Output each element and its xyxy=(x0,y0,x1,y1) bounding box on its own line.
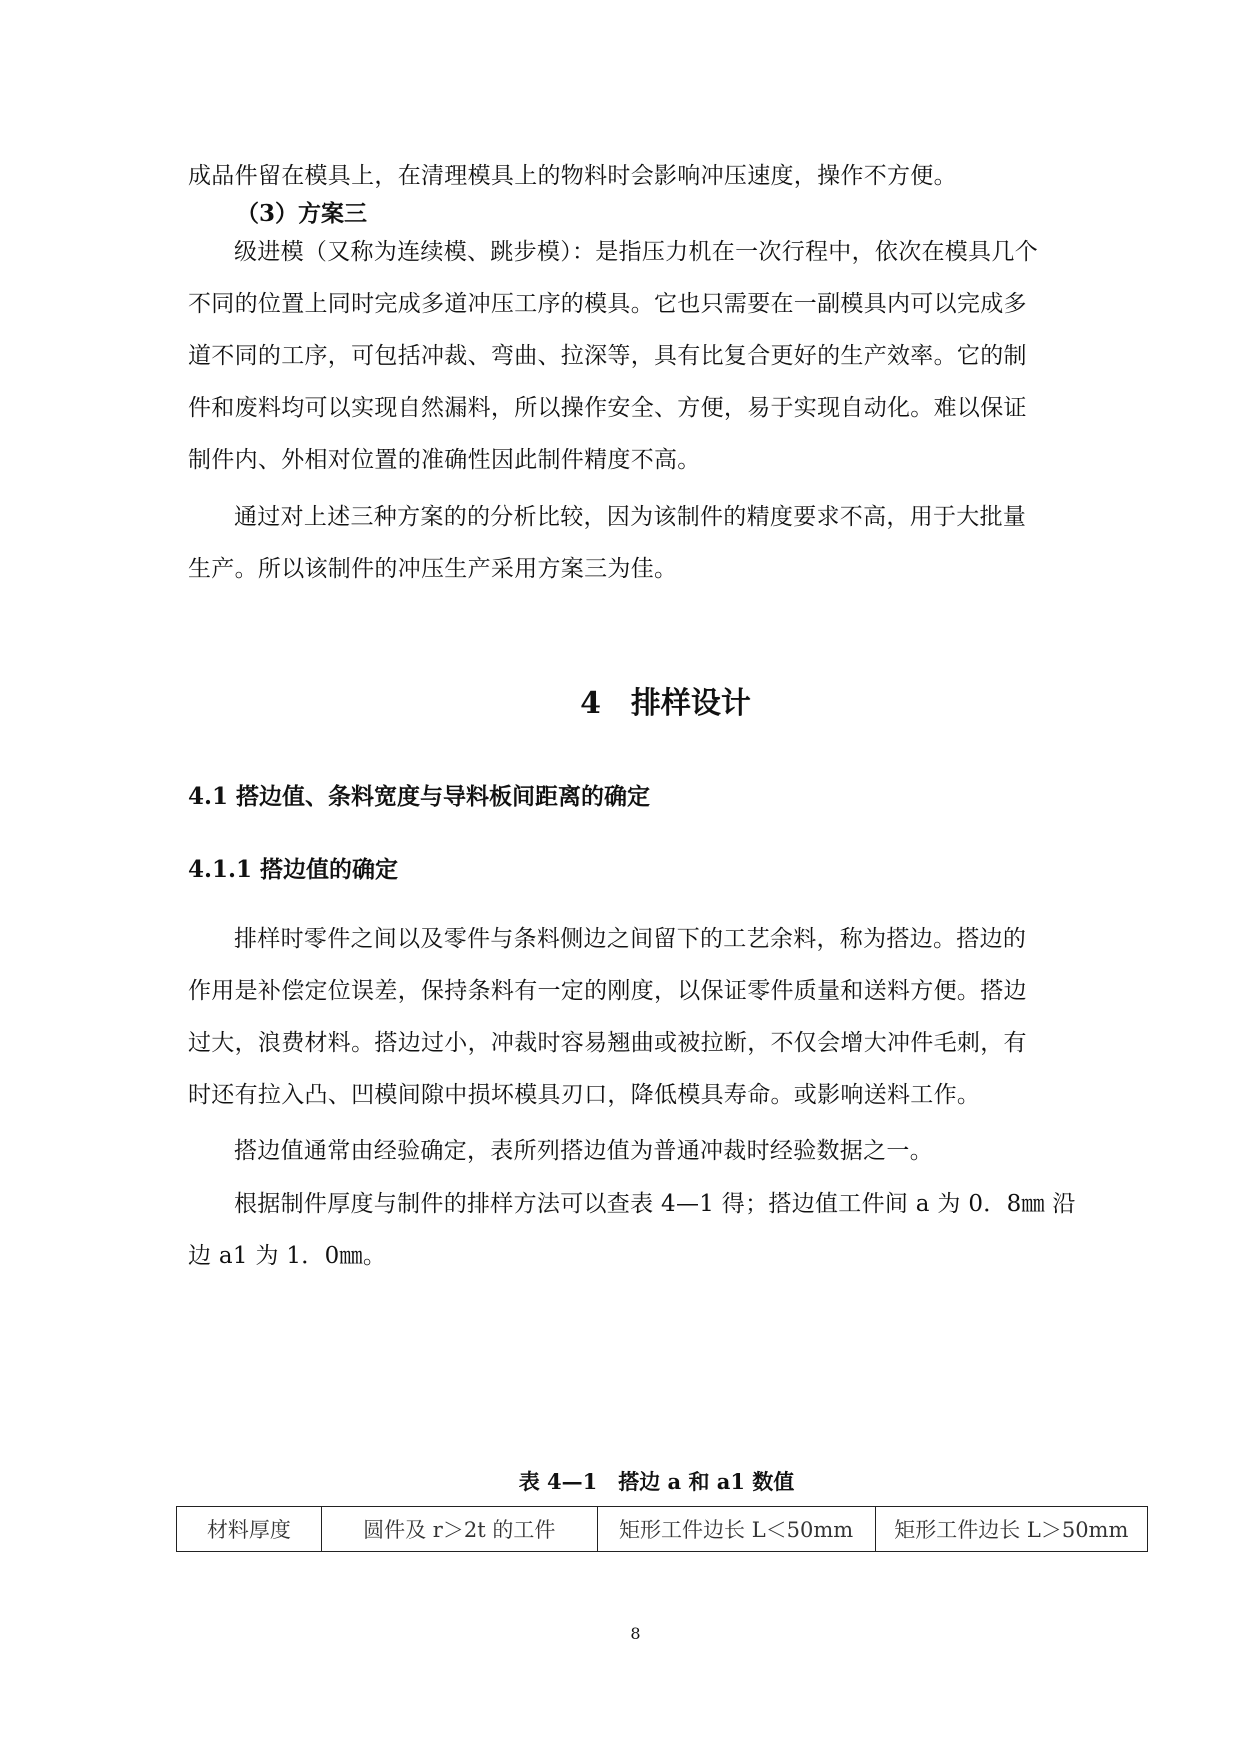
text-line: 不同的位置上同时完成多道冲压工序的模具。它也只需要在一副模具内可以完成多 xyxy=(188,291,1027,317)
option-three-heading: （3）方案三 xyxy=(236,200,368,227)
header-cell-thickness: 材料厚度 xyxy=(177,1507,322,1552)
text-line: 排样时零件之间以及零件与条料侧边之间留下的工艺余料，称为搭边。搭边的 xyxy=(234,926,1027,952)
paragraph-overlap-definition xyxy=(188,913,1088,1121)
paragraph-progressive-die xyxy=(188,226,1088,486)
text-line: 时还有拉入凸、凹模间隙中损坏模具刃口，降低模具寿命。或影响送料工作。 xyxy=(188,1082,981,1108)
text-line: 边 a1 为 1．0㎜。 xyxy=(188,1243,387,1269)
paragraph-experience xyxy=(188,1125,1088,1177)
chapter-title: 4 排样设计 xyxy=(580,686,751,721)
header-cell-rect-large: 矩形工件边长 L＞50mm xyxy=(875,1507,1147,1552)
text-line: 根据制件厚度与制件的排样方法可以查表 4—1 得；搭边值工件间 a 为 0．8㎜ 沿 xyxy=(234,1191,1076,1217)
table-header-row xyxy=(177,1507,1148,1552)
text-line: 成品件留在模具上，在清理模具上的物料时会影响冲压速度，操作不方便。 xyxy=(188,163,957,189)
text-line: 过大，浪费材料。搭边过小，冲裁时容易翘曲或被拉断，不仅会增大冲件毛刺，有 xyxy=(188,1030,1027,1056)
paragraph-conclusion xyxy=(188,491,1088,595)
text-line: 通过对上述三种方案的的分析比较，因为该制件的精度要求不高，用于大批量 xyxy=(234,504,1027,530)
text-line: 搭边值通常由经验确定，表所列搭边值为普通冲裁时经验数据之一。 xyxy=(234,1138,933,1164)
text-line: 道不同的工序，可包括冲裁、弯曲、拉深等，具有比复合更好的生产效率。它的制 xyxy=(188,343,1027,369)
page-number: 8 xyxy=(630,1624,641,1643)
text-line: 生产。所以该制件的冲压生产采用方案三为佳。 xyxy=(188,556,678,582)
text-line: 制件内、外相对位置的准确性因此制件精度不高。 xyxy=(188,447,701,473)
table-caption: 表 4—1 搭边 a 和 a1 数值 xyxy=(518,1469,795,1494)
overlap-values-table xyxy=(176,1506,1148,1552)
header-cell-round-parts: 圆件及 r＞2t 的工件 xyxy=(321,1507,597,1552)
section-title: 4.1 搭边值、条料宽度与导料板间距离的确定 xyxy=(188,783,651,810)
paragraph-lookup-result xyxy=(188,1178,1088,1282)
header-cell-rect-small: 矩形工件边长 L＜50mm xyxy=(597,1507,875,1552)
text-line: 作用是补偿定位误差，保持条料有一定的刚度，以保证零件质量和送料方便。搭边 xyxy=(188,978,1027,1004)
text-line: 级进模（又称为连续模、跳步模）：是指压力机在一次行程中，依次在模具几个 xyxy=(234,239,1038,265)
text-line: 件和废料均可以实现自然漏料，所以操作安全、方便，易于实现自动化。难以保证 xyxy=(188,395,1027,421)
subsection-title: 4.1.1 搭边值的确定 xyxy=(188,856,399,883)
